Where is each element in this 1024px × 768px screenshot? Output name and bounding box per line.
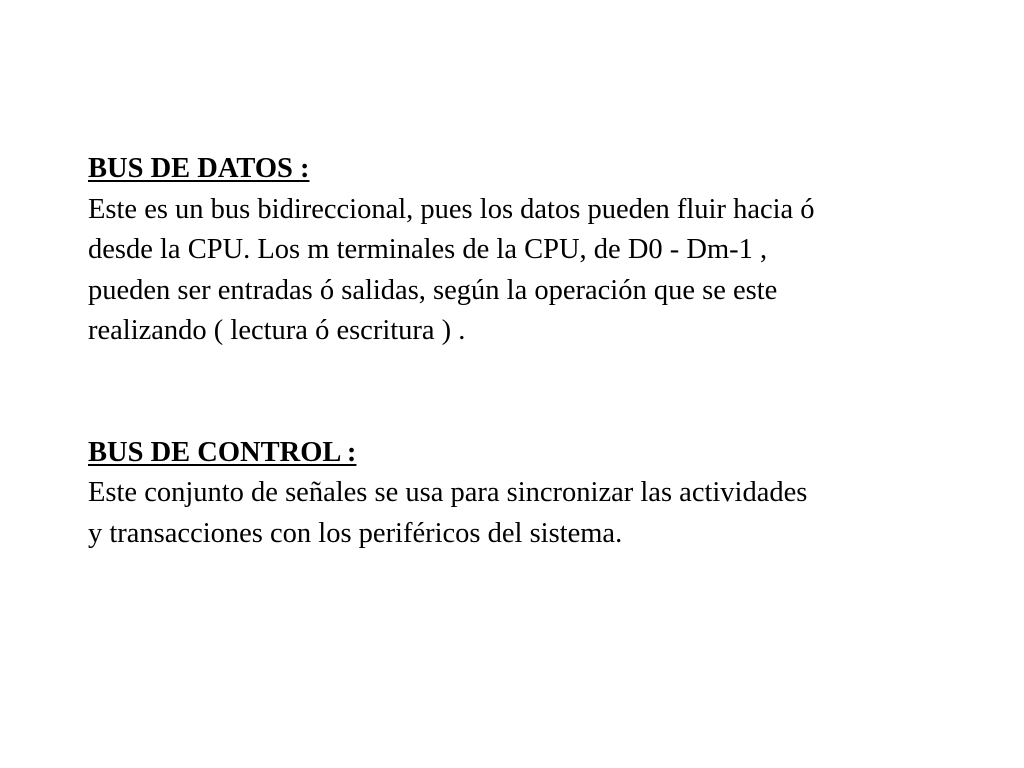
- paragraph-line: Este conjunto de señales se usa para sincronizar las actividades: [88, 477, 808, 508]
- paragraph-line: y transacciones con los periféricos del sistema.: [88, 517, 623, 549]
- section-bus-de-control: [88, 433, 988, 555]
- section-bus-de-datos: [88, 149, 988, 352]
- section-heading-bus-de-datos: BUS DE DATOS :: [88, 153, 310, 184]
- section-heading-bus-de-control: BUS DE CONTROL :: [88, 436, 357, 468]
- section-body-bus-de-control: [88, 473, 988, 554]
- section-body-bus-de-datos: [88, 190, 988, 352]
- paragraph-line: realizando ( lectura ó escritura ) .: [88, 315, 466, 346]
- paragraph-line: desde la CPU. Los m terminales de la CPU, de D0 - Dm-1 ,: [88, 234, 768, 265]
- slide-content: [88, 149, 988, 554]
- section-spacer: [88, 352, 988, 433]
- paragraph-line: Este es un bus bidireccional, pues los datos pueden fluir hacia ó: [88, 193, 815, 225]
- paragraph-line: pueden ser entradas ó salidas, según la operación que se este: [88, 274, 778, 306]
